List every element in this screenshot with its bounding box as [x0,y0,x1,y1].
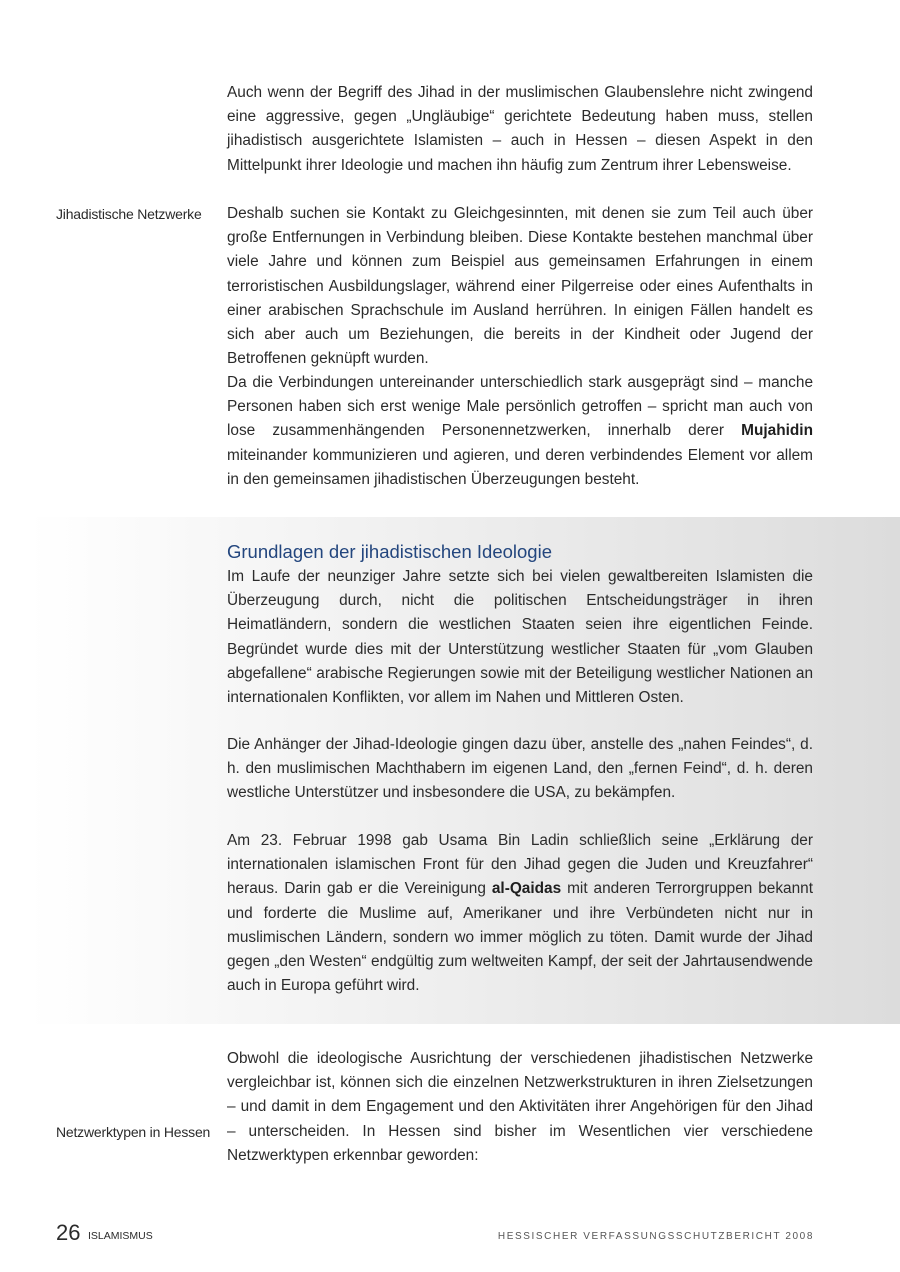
term-al-qaida: al-Qaidas [491,880,562,898]
intro-paragraph-2: Deshalb suchen sie Kontakt zu Gleichgesinnten, mit denen sie zum Teil auch über große Entfernungen in Verbindung bleiben. Diese Kontakte bestehen manchmal über viele Jahre und können zum Beispiel aus gemeinsamen Erfahrungen in einem terroristischen Ausbildungslager, während einer Pilgerreise oder eines Aufenthalts in einer arabischen Sprachschule im Ausland herrühren. In einigen Fällen handelt es sich aber auch um Beziehungen, die bereits in der Kindheit oder Jugend der Betroffenen geknüpft wurden. [227,205,813,368]
page-number: 26 [56,1220,81,1245]
info-box-paragraph-1: Im Laufe der neunziger Jahre setzte sich bei vielen gewaltbereiten Islamisten die Überzeugung durch, nicht die politischen Entscheidungsträger in ihren Heimatländern, sondern die westlichen Staaten seien ihre eigentlichen Feinde. Begründet wurde dies mit der Unterstützung westlicher Staaten für „vom Glauben abgefallene“ arabische Regierungen sowie mit der Beteiligung westlicher Nationen an internationalen Konflikten, vor allem im Nahen und Mittleren Osten. [227,568,813,707]
intro-paragraph-3: Da die Verbindungen untereinander unterschiedlich stark ausgeprägt sind – manche Personen haben sich erst wenige Male persönlich getroffen – spricht man auch von lose zusammenhängenden Personennetzwerken, innerhalb derer Mujahidin miteinander kommunizieren und agieren, und deren verbindendes Element vor allem in den gemeinsamen jihadistischen Überzeugungen besteht. [227,374,813,488]
sidenote-jihadist-networks: Jihadistische Netzwerke [56,206,202,222]
outro-paragraph: Obwohl die ideologische Ausrichtung der verschiedenen jihadistischen Netzwerke vergleichbar ist, können sich die einzelnen Netzwerkstrukturen in ihren Zielsetzungen – und damit in dem Engagement und den Aktivitäten ihrer Angehörigen für den Jihad – unterscheiden. In Hessen sind bisher im Wesentlichen vier verschiedene Netzwerktypen erkennbar geworden: [227,1050,813,1164]
section-name: ISLAMISMUS [88,1230,153,1242]
info-box-heading: Grundlagen der jihadistischen Ideologie [227,541,552,562]
info-box-paragraph-3: Am 23. Februar 1998 gab Usama Bin Ladin schließlich seine „Erklärung der internationalen islamischen Front für den Jihad gegen die Juden und Kreuzfahrer“ heraus. Darin gab er die Vereinigung al-Qaidas mit anderen Terrorgruppen bekannt und forderte die Muslime auf, Amerikaner und ihre Verbündeten nicht nur in muslimischen Ländern, sondern wo immer möglich zu töten. Damit wurde der Jihad gegen „den Westen“ endgültig zum weltweiten Kampf, der seit der Jahrtausendwende auch in Europa geführt wird. [227,832,814,995]
term-mujahidin: Mujahidin [741,422,813,440]
report-title: HESSISCHER VERFASSUNGSSCHUTZBERICHT 2008 [497,1231,814,1242]
info-box-paragraph-2: Die Anhänger der Jihad-Ideologie gingen dazu über, anstelle des „nahen Feindes“, d. h. den muslimischen Machthabern im eigenen Land, den „fernen Feind“, d. h. deren westliche Unterstützer und insbesondere die USA, zu bekämpfen. [227,736,813,802]
intro-paragraph-1: Auch wenn der Begriff des Jihad in der muslimischen Glaubenslehre nicht zwingend eine aggressive, gegen „Ungläubige“ gerichtete Bedeutung haben muss, stellen jihadistisch ausgerichtete Islamisten – auch in Hessen – diesen Aspekt in den Mittelpunkt ihrer Ideologie und machen ihn häufig zum Zentrum ihrer Lebensweise. [227,84,813,174]
sidenote-network-types: Netzwerktypen in Hessen [56,1124,211,1140]
